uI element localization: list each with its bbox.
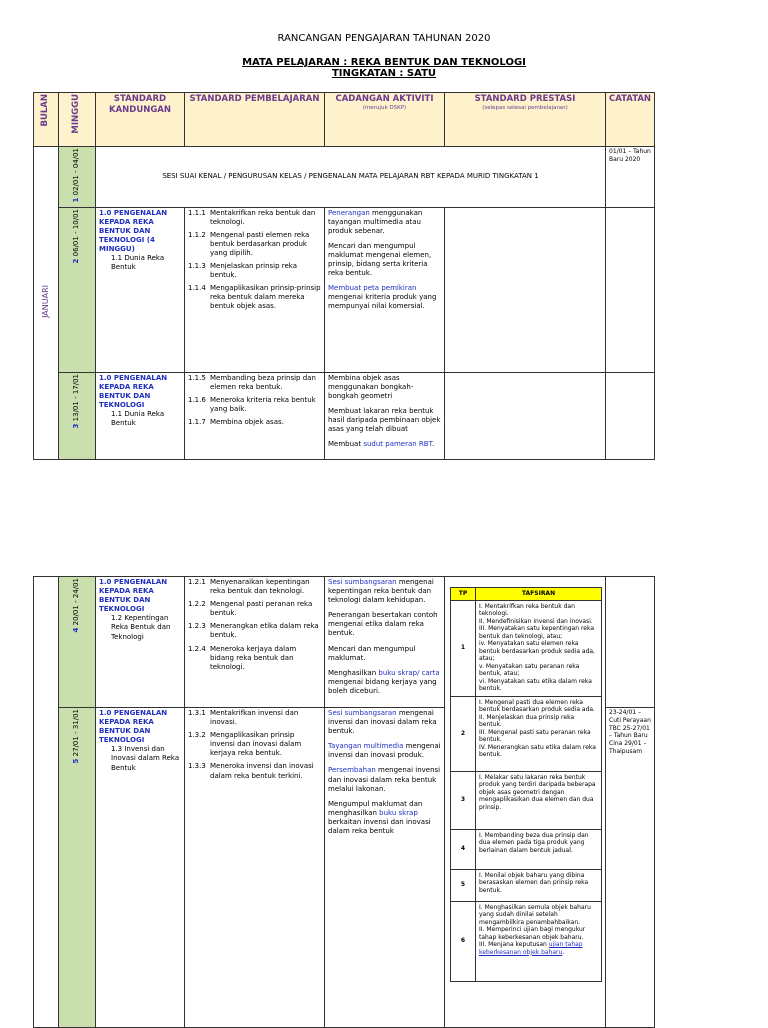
header-minggu: MINGGU (59, 93, 96, 147)
plan-table-top (33, 92, 655, 460)
header-standard-prestasi: STANDARD PRESTASI (selepas selesai pembelajaran) (445, 93, 606, 147)
week-1-session: SESI SUAI KENAL / PENGURUSAN KELAS / PENGENALAN MATA PELAJARAN RBT KEPADA MURID TINGKATAN 1 (96, 147, 606, 208)
week-5-cell: 5 27/01 - 31/01 (59, 708, 96, 1028)
month-cell-blank (34, 577, 59, 1028)
week-2-standard-kandungan: 1.0 PENGENALAN KEPADA REKA BENTUK DAN TEKNOLOGI (4 MINGGU) 1.1 Dunia Reka Bentuk (96, 207, 185, 372)
tp-level-3: 3 (451, 771, 476, 829)
tp-level-2: 2 (451, 696, 476, 771)
week-2-prestasi (445, 207, 606, 372)
form-title: TINGKATAN : SATU (331, 68, 437, 79)
week-3-activities: Membina objek asas menggunakan bongkah-bongkah geometri Membuat lakaran reka bentuk hasil daripada pembinaan objek asas yang telah dibuat Membuat sudut pameran RBT. (325, 372, 445, 459)
plan-table-bottom (33, 576, 655, 1028)
document-title: RANCANGAN PENGAJARAN TAHUNAN 2020 (277, 33, 491, 44)
week-5-activities: Sesi sumbangsaran mengenai invensi dan inovasi dalam reka bentuk. Tayangan multimedia mengenai invensi dan inovasi produk. Persembahan mengenai invensi dan inovasi dalam reka bentuk melalui lakonan. Mengumpul maklumat dan menghasilkan buku skrap berkaitan invensi dan inovasi dalam reka bentuk (325, 708, 445, 1028)
week-3-cell: 3 13/01 - 17/01 (59, 372, 96, 459)
tp-desc-1: I. Mentakrifkan reka bentuk dan teknologi. II. Mendefinisikan invensi dan inovasi. III. Menyatakan satu kepentingan reka bentuk dan teknologi, atau; iv. Menyatakan satu elemen reka bentuk berdasarkan produk sedia ada, atau; v. Menyatakan satu peranan reka bentuk, atau; vi. Menyatakan satu etika dalam reka bentuk. (476, 600, 602, 696)
week-4-cell: 4 20/01 - 24/01 (59, 577, 96, 708)
week-4-standard-kandungan: 1.0 PENGENALAN KEPADA REKA BENTUK DAN TEKNOLOGI 1.2 Kepentingan Reka Bentuk dan Teknologi (96, 577, 185, 708)
tafsiran-table (450, 587, 602, 982)
week-1-catatan: 01/01 – Tahun Baru 2020 (606, 147, 655, 208)
week-2-catatan (606, 207, 655, 372)
header-bulan: BULAN (34, 93, 59, 147)
header-standard-kandungan: STANDARD KANDUNGAN (96, 93, 185, 147)
week-5-standard-kandungan: 1.0 PENGENALAN KEPADA REKA BENTUK DAN TEKNOLOGI 1.3 Invensi dan Inovasi dalam Reka Bentuk (96, 708, 185, 1028)
week-3-standard-pembelajaran: 1.1.5 Membanding beza prinsip dan elemen reka bentuk. 1.1.6 Meneroka kriteria reka bentuk yang baik. 1.1.7 Membina objek asas. (185, 372, 325, 459)
week-5-standard-pembelajaran: 1.3.1 Mentakrifkan invensi dan inovasi. 1.3.2 Mengaplikasikan prinsip invensi dan inovasi dalam kerjaya reka bentuk. 1.3.3 Meneroka invensi dan inovasi dalam reka bentuk terkini. (185, 708, 325, 1028)
tp-desc-2: I. Mengenal pasti dua elemen reka bentuk berdasarkan produk sedia ada. II. Menjelaskan dua prinsip reka bentuk. III. Mengenal pasti satu peranan reka bentuk. IV. Menerangkan satu etika dalam reka bentuk. (476, 696, 602, 771)
tp-desc-3: I. Melakar satu lakaran reka bentuk produk yang terdiri daripada beberapa objek asas geometri dengan mengaplikasikan dua elemen dan dua prinsip. (476, 771, 602, 829)
tp-desc-4: I. Membanding beza dua prinsip dan dua elemen pada tiga produk yang berlainan dalam bentuk jadual. (476, 829, 602, 869)
week-4-catatan (606, 577, 655, 708)
tp-desc-6: I. Menghasilkan semula objek baharu yang sudah dinilai setelah mengambilkira penambahbaikan. II. Memperinci ujian bagi mengukur tahap keberkesanan objek baharu. III. Menjana keputusan ujian tahap keberkesanan objek baharu. (476, 901, 602, 981)
tp-header: TP (451, 588, 476, 601)
tp-level-4: 4 (451, 829, 476, 869)
header-catatan: CATATAN (606, 93, 655, 147)
week-2-standard-pembelajaran: 1.1.1 Mentakrifkan reka bentuk dan teknologi. 1.1.2 Mengenal pasti elemen reka bentuk berdasarkan produk yang dipilih. 1.1.3 Menjelaskan prinsip reka bentuk. 1.1.4 Mengaplikasikan prinsip-prinsip reka bentuk dalam mereka bentuk objek asas. (185, 207, 325, 372)
week-1-cell: 1 02/01 - 04/01 (59, 147, 96, 208)
header-cadangan-aktiviti: CADANGAN AKTIVITI (merujuk DSKP) (325, 93, 445, 147)
month-cell: JANUARI (34, 147, 59, 460)
tp-level-1: 1 (451, 600, 476, 696)
subject-title: MATA PELAJARAN : REKA BENTUK DAN TEKNOLOGI (242, 57, 526, 68)
tp-desc-5: I. Menilai objek baharu yang dibina berasaskan elemen dan prinsip reka bentuk. (476, 869, 602, 901)
tp-level-5: 5 (451, 869, 476, 901)
week-2-cell: 2 06/01 - 10/01 (59, 207, 96, 372)
week-3-catatan (606, 372, 655, 459)
header-standard-pembelajaran: STANDARD PEMBELAJARAN (185, 93, 325, 147)
tafsiran-header: TAFSIRAN (476, 588, 602, 601)
week-4-activities: Sesi sumbangsaran mengenai kepentingan reka bentuk dan teknologi dalam kehidupan. Penerangan besertakan contoh mengenai etika dalam reka bentuk. Mencari dan mengumpul maklumat. Menghasilkan buku skrap/ carta mengenai bidang kerjaya yang boleh diceburi. (325, 577, 445, 708)
tp-level-6: 6 (451, 901, 476, 981)
week-3-standard-kandungan: 1.0 PENGENALAN KEPADA REKA BENTUK DAN TEKNOLOGI 1.1 Dunia Reka Bentuk (96, 372, 185, 459)
week-4-standard-pembelajaran: 1.2.1 Menyenaraikan kepentingan reka bentuk dan teknologi. 1.2.2 Mengenal pasti peranan reka bentuk. 1.2.3 Menerangkan etika dalam reka bentuk. 1.2.4 Meneroka kerjaya dalam bidang reka bentuk dan teknologi. (185, 577, 325, 708)
week-3-prestasi (445, 372, 606, 459)
standard-prestasi-cell (445, 577, 606, 1028)
week-5-catatan: 23-24/01 – Cuti Perayaan TBC 25-27/01 – Tahun Baru Cina 29/01 – Thaipusam (606, 708, 655, 1028)
week-2-activities: Penerangan menggunakan tayangan multimedia atau produk sebenar. Mencari dan mengumpul maklumat mengenai elemen, prinsip, bidang serta kriteria reka bentuk. Membuat peta pemikiran mengenai kriteria produk yang mempunyai nilai komersial. (325, 207, 445, 372)
